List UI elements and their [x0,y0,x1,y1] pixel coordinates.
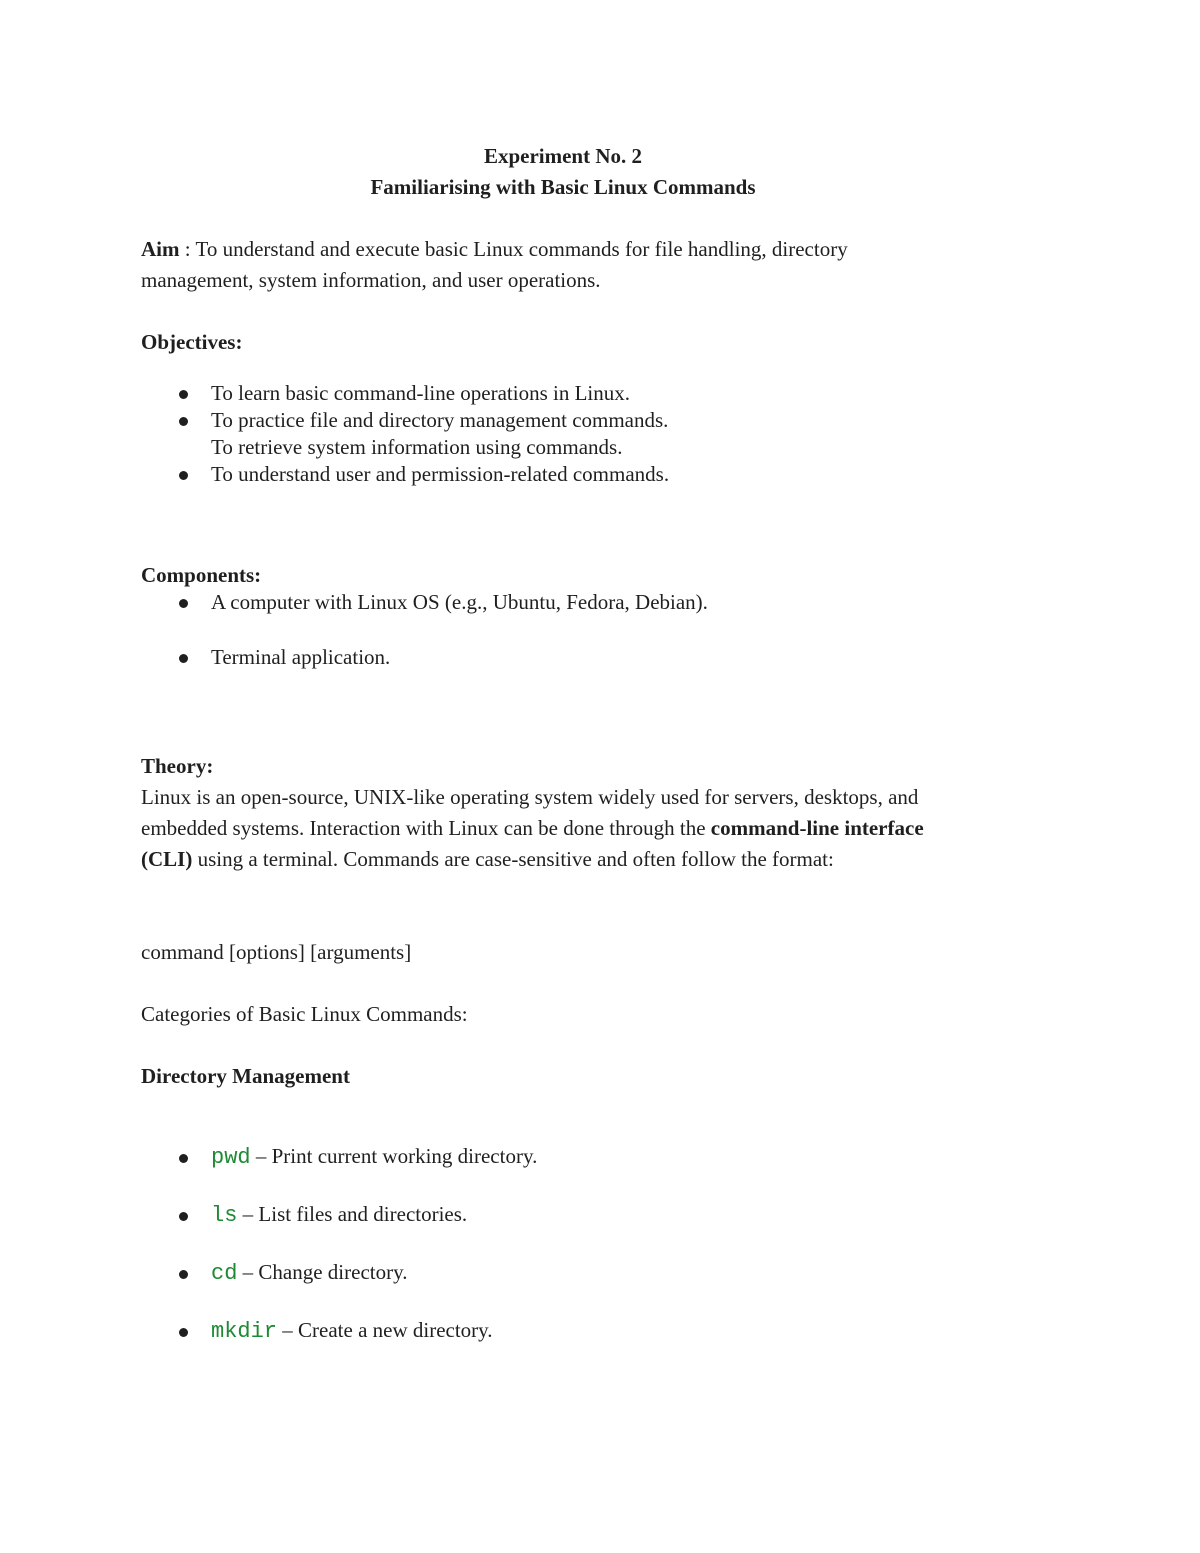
bullet-icon [179,654,188,663]
aim-line-2: management, system information, and user operations. [141,268,601,292]
command-item-pwd [211,1144,537,1170]
component-item-1: A computer with Linux OS (e.g., Ubuntu, Fedora, Debian). [211,590,708,614]
command-description: – Print current working directory. [250,1144,538,1168]
command-item-ls [211,1202,467,1228]
bullet-icon [179,1328,188,1337]
aim-line-1 [141,237,848,262]
bullet-icon [179,1154,188,1163]
objective-item-3: To retrieve system information using commands. [211,435,623,459]
bullet-icon [179,1270,188,1279]
bullet-icon [179,471,188,480]
command-format: command [options] [arguments] [141,940,412,964]
aim-text-1: : To understand and execute basic Linux commands for file handling, directory [179,237,848,261]
command-description: – List files and directories. [237,1202,468,1226]
command-name: cd [211,1261,238,1286]
theory-line-1: Linux is an open-source, UNIX-like operating system widely used for servers, desktops, and [141,785,919,809]
objective-item-4: To understand user and permission-related commands. [211,462,670,486]
bullet-icon [179,1212,188,1221]
categories-text: Categories of Basic Linux Commands: [141,1002,468,1026]
theory-cli-term: command-line interface [710,816,924,840]
theory-line-3 [141,847,834,872]
aim-label: Aim [141,237,180,261]
experiment-title: Experiment No. 2 [483,144,643,168]
theory-cli-abbrev: (CLI) [141,847,193,871]
bullet-icon [179,390,188,399]
command-name: ls [211,1203,238,1228]
objective-item-1: To learn basic command-line operations in Linux. [211,381,630,405]
command-description: – Create a new directory. [277,1318,493,1342]
command-item-cd [211,1260,408,1286]
experiment-subtitle: Familiarising with Basic Linux Commands [370,175,756,199]
theory-line-2-text: embedded systems. Interaction with Linux can be done through the [141,816,711,840]
directory-management-heading: Directory Management [141,1064,350,1088]
components-heading: Components: [141,563,262,587]
command-name: pwd [211,1145,251,1170]
command-description: – Change directory. [237,1260,408,1284]
bullet-icon [179,417,188,426]
command-item-mkdir [211,1318,493,1344]
objective-item-2: To practice file and directory management commands. [211,408,669,432]
theory-line-3-text: using a terminal. Commands are case-sensitive and often follow the format: [192,847,834,871]
theory-line-2 [141,816,924,841]
theory-heading: Theory: [141,754,214,778]
command-name: mkdir [211,1319,278,1344]
component-item-2: Terminal application. [211,645,391,669]
bullet-icon [179,599,188,608]
objectives-heading: Objectives: [141,330,243,354]
